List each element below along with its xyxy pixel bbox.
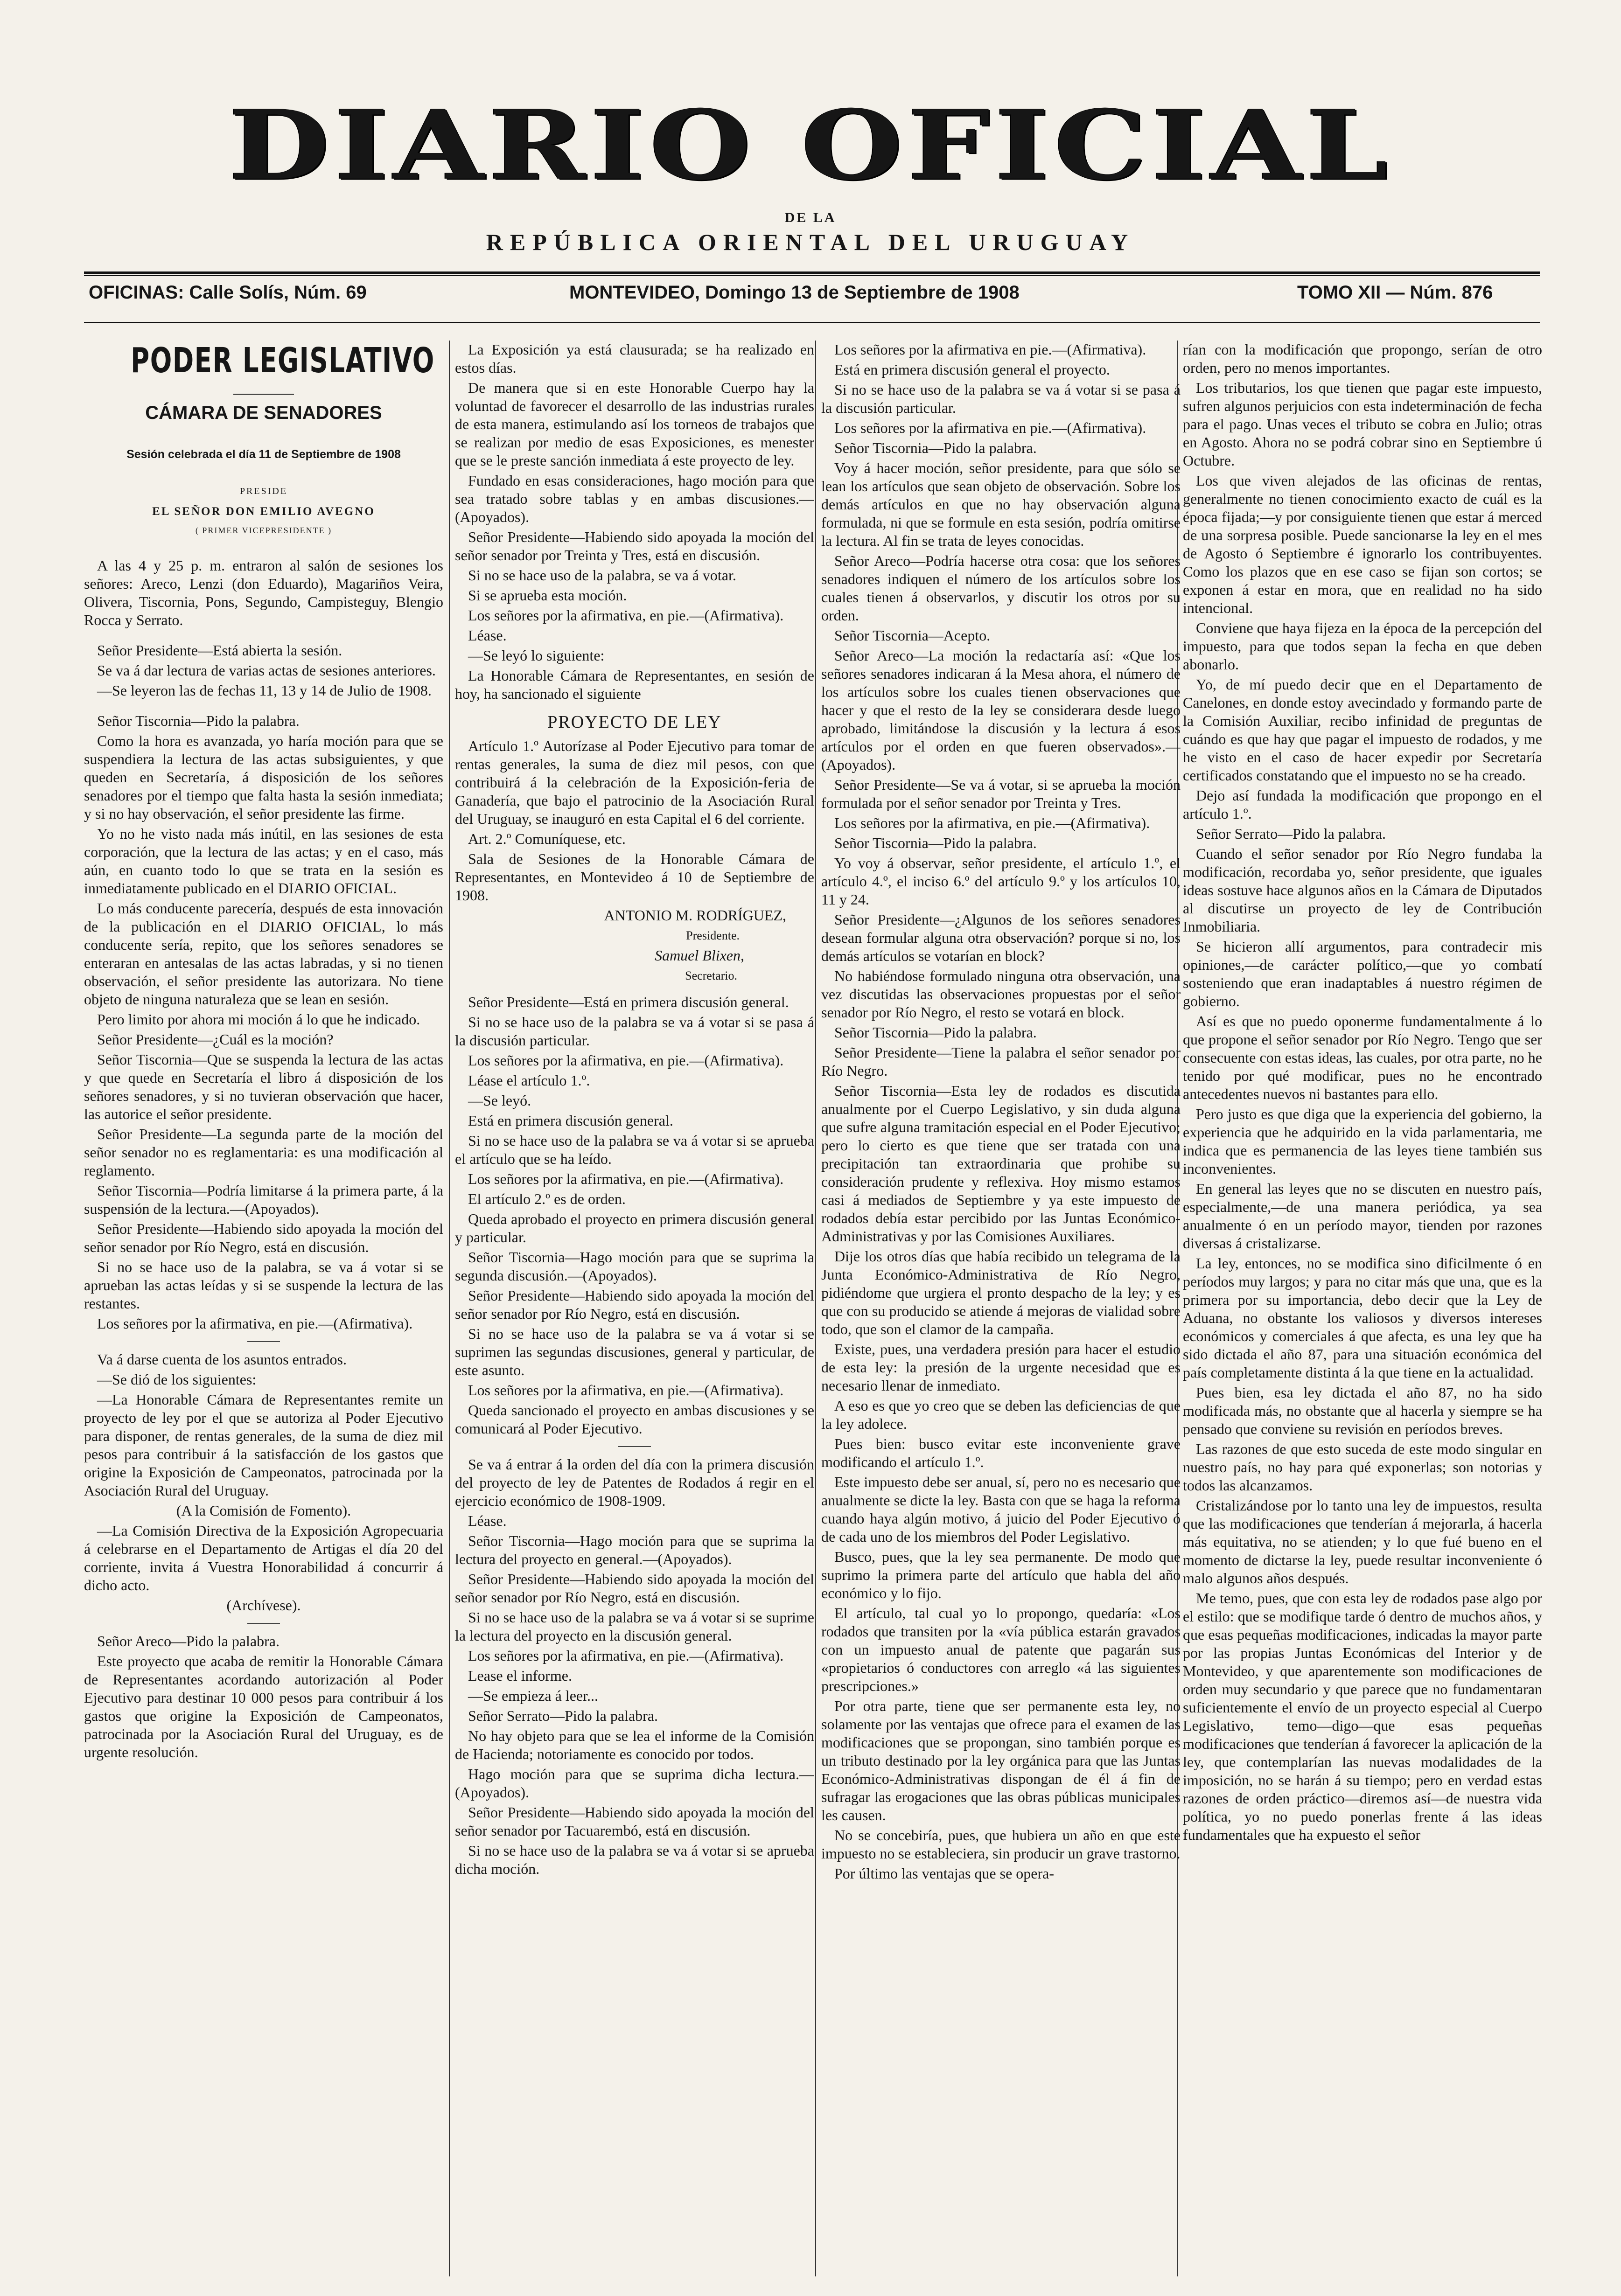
- paragraph: Los señores por la afirmativa, en pie.—(Afirmativa).: [468, 1382, 784, 1398]
- paragraph: Hago moción para que se suprima dicha lectura.—(Apoyados).: [455, 1766, 814, 1801]
- masthead-rule-top: [84, 271, 1540, 274]
- masthead-de-la: DE LA: [784, 210, 837, 225]
- paragraph: A las 4 y 25 p. m. entraron al salón de sesiones los señores: Areco, Lenzi (don Eduardo), Magariños Veira, Olivera, Tiscornia, Pons, Segundo, Campisteguy, Blengio Rocca y Serrato.: [84, 557, 443, 628]
- paragraph: Señor Tiscornia—Esta ley de rodados es discutida anualmente por el Cuerpo Legislativo, y sin duda alguna que sufre alguna tramitación especial en el Poder Ejecutivo; pero lo cierto es que tiene que ser tratada con una precipitación tan extraordinaria que prohibe su consideración prudente y reflexiva. Hoy mismo estamos casi á mediados de Septiembre y ya este impuesto de rodados debía estar percibido por las Juntas Económico-Administrativas y por las Comisiones Auxiliares.: [821, 1082, 1181, 1245]
- paragraph: Pero justo es que diga que la experiencia del gobierno, la experiencia que he adquirido en la vida parlamentaria, me indica que es permanencia de las leyes tiene también sus inconvenientes.: [1183, 1106, 1542, 1177]
- paragraph: Señor Tiscornia—Podría limitarse á la primera parte, á la suspensión de la lectura.—(Apoyados).: [84, 1182, 443, 1217]
- paragraph: El artículo 2.º es de orden.: [468, 1190, 626, 1207]
- paragraph: Por último las ventajas que se opera-: [834, 1865, 1054, 1882]
- paragraph: Señor Presidente—Habiendo sido apoyada la moción del señor senador por Tacuarembó, está en discusión.: [455, 1804, 814, 1839]
- paragraph: Voy á hacer moción, señor presidente, para que sólo se lean los artículos que sean objeto de observación. Sobre los demás artículos en que no hay observación alguna formulada, ni que se formule en esta sesión, podría omitirse la lectura. Al fin se trata de leyes conocidas.: [821, 459, 1181, 549]
- paragraph: Si no se hace uso de la palabra se va á votar si se pasa á la discusión particular.: [455, 1014, 814, 1049]
- paragraph: Señor Tiscornia—Hago moción para que se suprima la segunda discusión.—(Apoyados).: [455, 1249, 814, 1284]
- president-name: EL SEÑOR DON EMILIO AVEGNO: [152, 505, 375, 518]
- paragraph: Si no se hace uso de la palabra, se va á votar.: [468, 567, 736, 584]
- paragraph: rían con la modificación que propongo, serían de otro orden, pero no menos importantes.: [1183, 341, 1542, 376]
- paragraph: Yo no he visto nada más inútil, en las sesiones de esta corporación, que la lectura de las actas; y en el caso, más aún, en cuanto todo lo que se trata en la sesión es inmediatamente publicado en el DIARIO OFICIAL.: [84, 825, 443, 897]
- paragraph: Queda aprobado el proyecto en primera discusión general y particular.: [455, 1211, 814, 1245]
- paragraph: No hay objeto para que se lea el informe de la Comisión de Hacienda; notoriamente es conocido por todos.: [455, 1727, 814, 1762]
- paragraph: Existe, pues, una verdadera presión para hacer el estudio de esta ley: la presión de la urgente necesidad que es necesario llenar de inmediato.: [821, 1341, 1181, 1394]
- paragraph: Los señores por la afirmativa, en pie.—(Afirmativa).: [468, 1647, 784, 1664]
- signature-name: ANTONIO M. RODRÍGUEZ,: [604, 907, 786, 924]
- paragraph: Los señores por la afirmativa en pie.—(Afirmativa).: [834, 341, 1146, 358]
- paragraph: Dije los otros días que había recibido un telegrama de la Junta Económico-Administrativa de Río Negro, pidiéndome que urgiera el pronto despacho de la ley; y es que con su producido se atiende á mejoras de vialidad sobre todo, que son el clamor de la campaña.: [821, 1248, 1181, 1337]
- paragraph: Léase.: [468, 1512, 507, 1529]
- info-bar-rule: [84, 322, 1540, 323]
- paragraph: Lo más conducente parecería, después de esta innovación de la publicación en el DIARIO OFICIAL, lo más conducente sería, repito, que los señores senadores se enteraran en antesalas de las actas labradas, y si no tienen observación, el señor presidente las autorizara. No tiene objeto de ninguna naturaleza que se lean en sesión.: [84, 900, 443, 1008]
- chamber-heading: CÁMARA DE SENADORES: [145, 403, 382, 423]
- newspaper-title: DIARIO OFICIAL: [228, 89, 1393, 202]
- paragraph: Señor Presidente—Tiene la palabra el señor senador por Río Negro.: [821, 1044, 1181, 1079]
- paragraph: Dejo así fundada la modificación que propongo en el artículo 1.º.: [1183, 787, 1542, 822]
- paragraph: Si no se hace uso de la palabra se va á votar si se aprueba el artículo que se ha leído.: [455, 1132, 814, 1167]
- paragraph: Señor Presidente—¿Cuál es la moción?: [97, 1031, 334, 1048]
- volume-number: TOMO XII — Núm. 876: [1297, 282, 1493, 303]
- column-4: [1183, 341, 1542, 2281]
- paragraph: —Se leyeron las de fechas 11, 13 y 14 de Julio de 1908.: [97, 682, 432, 699]
- paragraph: Los señores por la afirmativa, en pie.—(Afirmativa).: [468, 1170, 784, 1187]
- paragraph: A eso es que yo creo que se deben las deficiencias de que la ley adolece.: [821, 1397, 1181, 1432]
- paragraph: Señor Serrato—Pido la palabra.: [1196, 825, 1386, 842]
- paragraph: Pues bien, esa ley dictada el año 87, no ha sido modificada más, no obstante que al hacerla y siempre se ha pensado que conviene su revisión en períodos breves.: [1183, 1384, 1542, 1437]
- paragraph: Va á darse cuenta de los asuntos entrados.: [97, 1351, 347, 1368]
- paragraph: —Se leyó lo siguiente:: [468, 647, 605, 664]
- paragraph: Me temo, pues, que con esta ley de rodados pase algo por el estilo: que se modifique tarde ó dentro de muchos años, y que esas pequeñas modificaciones, indicadas la mayor parte por las propias Juntas Económicas del Interior y de Montevideo, y que aparentemente son modificaciones de orden muy secundario y que parece que no fundamentaran suficientemente el envío de un proyecto especial al Cuerpo Legislativo, temo—digo—que esas pequeñas modificaciones que tenderían á favorecer la aplicación de la ley, que contemplarían las nuevas modalidades de la imposición, no se harán á su tiempo; pero en verdad estas razones de orden práctico—diremos así—de nuestra vida política, yo no puedo ponerlas frente á las ideas fundamentales que ha expuesto el señor: [1183, 1590, 1542, 1843]
- paragraph: Los que viven alejados de las oficinas de rentas, generalmente no tienen conocimiento exacto de cuál es la época fijada;—y por consiguiente tienen que estar á merced de una sorpresa posible. Puede sancionarse la ley en el mes de Agosto ó Septiembre é ignorarlo los contribuyentes. Como los plazos que en ese caso se fijan son cortos; se exponen á estar en mora, que en realidad no ha sido intencional.: [1183, 472, 1542, 616]
- paragraph: No se concebiría, pues, que hubiera un año en que este impuesto no se estableciera, sin producir un grave trastorno.: [821, 1827, 1181, 1862]
- paragraph: Yo voy á observar, señor presidente, el artículo 1.º, el artículo 4.º, el inciso 6.º del artículo 9.º y los artículos 10, 11 y 24.: [821, 855, 1181, 908]
- paragraph: —Se leyó.: [468, 1092, 531, 1109]
- signature-role: Presidente.: [686, 929, 740, 942]
- paragraph: Yo, de mí puedo decir que en el Departamento de Canelones, en donde estoy avecindado y formando parte de la Comisión Auxiliar, recibo infinidad de preguntas de cuándo es que hay que pagar el impuesto de rodados, y me he visto en el caso de hacer expedir por Secretaría certificados constatando que el impuesto no se ha creado.: [1183, 676, 1542, 784]
- preside-label: PRESIDE: [239, 486, 288, 496]
- paragraph: Señor Presidente—Habiendo sido apoyada la moción del señor senador por Río Negro, está en discusión.: [455, 1287, 814, 1322]
- paragraph: Señor Tiscornia—Pido la palabra.: [834, 1024, 1037, 1041]
- paragraph: Se va á dar lectura de varias actas de sesiones anteriores.: [97, 662, 436, 679]
- paragraph: Señor Presidente—Está en primera discusión general.: [468, 994, 789, 1010]
- paragraph: —Se empieza á leer...: [468, 1687, 598, 1704]
- masthead-republica: REPÚBLICA ORIENTAL DEL URUGUAY: [486, 229, 1135, 255]
- paragraph: Señor Presidente—Habiendo sido apoyada la moción del señor senador por Río Negro, está en discusión.: [455, 1571, 814, 1606]
- paragraph: Lease el informe.: [468, 1667, 572, 1684]
- paragraph: Señor Presidente—Está abierta la sesión.: [97, 642, 342, 659]
- paragraph: Los señores por la afirmativa, en pie.—(Afirmativa).: [834, 814, 1150, 831]
- masthead-rule-top-thin: [84, 275, 1540, 276]
- paragraph: La Exposición ya está clausurada; se ha realizado en estos días.: [455, 341, 814, 376]
- paragraph: Los señores por la afirmativa en pie.—(Afirmativa).: [834, 419, 1146, 436]
- paragraph: Señor Areco—Podría hacerse otra cosa: que los señores senadores indiquen el número de los artículos sobre los cuales tienen á observarlos, y discutir los otros por su orden.: [821, 552, 1181, 624]
- paragraph: —La Comisión Directiva de la Exposición Agropecuaria á celebrarse en el Departamento de Artigas el día 20 del corriente, invita á Vuestra Honorabilidad á concurrir á dicho acto.: [84, 1522, 443, 1593]
- paragraph: Sala de Sesiones de la Honorable Cámara de Representantes, en Montevideo á 10 de Septiembre de 1908.: [455, 850, 814, 904]
- paragraph: Por otra parte, tiene que ser permanente esta ley, no solamente por las ventajas que ofrece para el examen de las modificaciones que se propongan, sino también porque es un tributo destinado por la ley orgánica para que las Juntas Económico-Administrativas dispongan de él á fin de sufragar las erogaciones que las obras públicas municipales les causen.: [821, 1698, 1181, 1823]
- paragraph: Los señores por la afirmativa, en pie.—(Afirmativa).: [97, 1315, 413, 1332]
- paragraph: Está en primera discusión general el proyecto.: [834, 361, 1110, 378]
- paragraph: Como la hora es avanzada, yo haría moción para que se suspendiera la lectura de las actas subsiguientes, y que queden en Secretaría, á disposición de los señores senadores por el tiempo que falta hasta la sesión inmediata; y si no hay observación, el señor presidente las firme.: [84, 732, 443, 822]
- bill-heading: PROYECTO DE LEY: [547, 712, 722, 732]
- paragraph: De manera que si en este Honorable Cuerpo hay la voluntad de favorecer el desarrollo de las industrias rurales de esta manera, estimulando así los torneos de trabajos que se realizan por medio de esas Exposiciones, es menester que se le preste sanción inmediata á este proyecto de ley.: [455, 379, 814, 469]
- paragraph: Está en primera discusión general.: [468, 1112, 673, 1129]
- info-bar: [89, 282, 1535, 315]
- separator: [247, 1623, 280, 1624]
- paragraph: Si no se hace uso de la palabra, se va á votar si se aprueban las actas leídas y si se suspende la lectura de las restantes.: [84, 1259, 443, 1312]
- column-2: [455, 341, 814, 2281]
- paragraph: Léase.: [468, 627, 507, 644]
- paragraph: Así es que no puedo oponerme fundamentalmente á lo que propone el señor senador por Río Negro. Tengo que ser consecuente con estas ideas, las cuales, por otra parte, no he tenido por qué modificar, pues no he encontrado antecedentes nuevos ni bastantes para ello.: [1183, 1013, 1542, 1102]
- paragraph: Los señores por la afirmativa, en pie.—(Afirmativa).: [468, 607, 784, 624]
- paragraph: —Se dió de los siguientes:: [97, 1371, 257, 1388]
- separator: [618, 1446, 651, 1447]
- paragraph: Si no se hace uso de la palabra se va á votar si se suprime la lectura del proyecto en la discusión general.: [455, 1609, 814, 1644]
- session-line: Sesión celebrada el día 11 de Septiembre de 1908: [126, 448, 401, 461]
- paragraph: Señor Tiscornia—Pido la palabra.: [97, 712, 300, 729]
- paragraph: Art. 2.º Comuníquese, etc.: [468, 830, 626, 847]
- paragraph: Pues bien: busco evitar este inconveniente grave modificando el artículo 1.º.: [821, 1435, 1181, 1470]
- paragraph: Cristalizándose por lo tanto una ley de impuestos, resulta que las modificaciones que tenderían á mejorarla, á hacerla más equitativa, no se atienden; y lo que fué bueno en el momento de dictarse la ley, puede resultar inconveniente ó malo algunos años después.: [1183, 1497, 1542, 1586]
- paragraph: Si se aprueba esta moción.: [468, 587, 627, 604]
- paragraph: Pero limito por ahora mi moción á lo que he indicado.: [97, 1011, 420, 1028]
- separator: [247, 1341, 280, 1342]
- paragraph: Señor Presidente—La segunda parte de la moción del señor senador no es reglamentaria: es una modificación al reglamento.: [84, 1126, 443, 1179]
- paragraph: La Honorable Cámara de Representantes, en sesión de hoy, ha sancionado el siguiente: [455, 667, 814, 702]
- paragraph: Cuando el señor senador por Río Negro fundaba la modificación, recordaba yo, señor presidente, que iguales ideas sostuve hace algunos años en la Cámara de Diputados al discutirse un proyecto de ley de Contribución Inmobiliaria.: [1183, 845, 1542, 935]
- paragraph: Los señores por la afirmativa, en pie.—(Afirmativa).: [468, 1052, 784, 1069]
- paragraph: Señor Tiscornia—Pido la palabra.: [834, 439, 1037, 456]
- paragraph: Si no se hace uso de la palabra se va á votar si se aprueba dicha moción.: [455, 1842, 814, 1877]
- paragraph: Busco, pues, que la ley sea permanente. De modo que suprimo la primera parte del artículo que habla del año económico y lo fijo.: [821, 1548, 1181, 1601]
- masthead: [0, 89, 1621, 219]
- section-title: PODER LEGISLATIVO: [131, 341, 435, 381]
- paragraph: Los tributarios, los que tienen que pagar este impuesto, sufren algunos perjuicios con esta indeterminación de fecha para el pago. Unas veces el tributo se cobra en Julio; otras en Agosto. Ahora no se podrá cobrar sino en Septiembre ú Octubre.: [1183, 379, 1542, 469]
- paragraph: Conviene que haya fijeza en la época de la percepción del impuesto, para que todos sepan la fecha en que deben abonarlo.: [1183, 619, 1542, 673]
- paragraph: El artículo, tal cual yo lo propongo, quedaría: «Los rodados que transiten por la «vía pública estarán gravados con un impuesto anual de patente que pagarán sus «propietarios ó conductores con arreglo «á las siguientes prescripciones.»: [821, 1605, 1181, 1694]
- section-rule: [233, 394, 294, 395]
- paragraph: Si no se hace uso de la palabra se va á votar si se suprimen las segundas discusiones, general y particular, de este asunto.: [455, 1325, 814, 1378]
- column-divider: [815, 341, 816, 2276]
- paragraph: (Archívese).: [226, 1597, 301, 1614]
- paragraph: Queda sancionado el proyecto en ambas discusiones y se comunicará al Poder Ejecutivo.: [455, 1402, 814, 1437]
- paragraph: No habiéndose formulado ninguna otra observación, una vez discutidas las observaciones propuestas por el señor senador por Río Negro, el resto se votará en block.: [821, 967, 1181, 1021]
- paragraph: Señor Tiscornia—Pido la palabra.: [834, 835, 1037, 851]
- paragraph: Las razones de que esto suceda de este modo singular en nuestro país, no hay para qué exponerlas; son notorias y todos las alcanzamos.: [1183, 1440, 1542, 1494]
- paragraph: Señor Tiscornia—Hago moción para que se suprima la lectura del proyecto en general.—(Apoyados).: [455, 1532, 814, 1567]
- paragraph: Este impuesto debe ser anual, sí, pero no es necesario que anualmente se dicte la ley. Basta con que se haga la reforma cuando haya algún motivo, á juicio del Poder Ejecutivo ó de cada uno de los miembros del Poder Legislativo.: [821, 1474, 1181, 1545]
- president-role: ( PRIMER VICEPRESIDENTE ): [195, 526, 332, 535]
- signature-name: Samuel Blixen,: [655, 947, 744, 964]
- column-3: [821, 341, 1181, 2281]
- paragraph: Fundado en esas consideraciones, hago moción para que sea tratado sobre tablas y en ambas discusiones.—(Apoyados).: [455, 472, 814, 525]
- paragraph: Señor Tiscornia—Acepto.: [834, 627, 991, 644]
- paragraph: Señor Presidente—¿Algunos de los señores senadores desean formular alguna otra observación? porque si no, los demás artículos se votarían en block?: [821, 911, 1181, 964]
- paragraph: En general las leyes que no se discuten en nuestro país, especialmente,—de una manera periódica, ya sea anualmente ó en un período mayor, tienden por razones diversas á cristalizarse.: [1183, 1180, 1542, 1252]
- paragraph: Léase el artículo 1.º.: [468, 1072, 590, 1089]
- paragraph: Señor Areco—La moción la redactaría así: «Que los señores senadores indicaran á la Mesa ahora, el número de los artículos sobre los cuales tienen observaciones que hacer y que el resto de la ley se considerara desde luego aprobado, limitándose la discusión y la lectura á esos artículos por el orden en que fueren observados».—(Apoyados).: [821, 647, 1181, 773]
- paragraph: La ley, entonces, no se modifica sino dificilmente ó en períodos muy largos; y para no citar más que una, que es la primera por su importancia, debo decir que la Ley de Aduana, no obstante los valiosos y diversos intereses económicos y comerciales á que afecta, es una ley que ha sido dictada el año 87, para una situación económica del país completamente distinta á la que tiene en la actualidad.: [1183, 1255, 1542, 1381]
- paragraph: Si no se hace uso de la palabra se va á votar si se pasa á la discusión particular.: [821, 381, 1181, 416]
- dateline: MONTEVIDEO, Domingo 13 de Septiembre de 1908: [569, 282, 1020, 303]
- offices-address: OFICINAS: Calle Solís, Núm. 69: [89, 282, 367, 303]
- paragraph: Señor Presidente—Se va á votar, si se aprueba la moción formulada por el señor senador por Treinta y Tres.: [821, 776, 1181, 811]
- signature-role: Secretario.: [685, 969, 737, 982]
- paragraph: Se hicieron allí argumentos, para contradecir mis opiniones,—de carácter político,—que yo combatí sosteniendo que eran inadaptables á nuestro régimen de gobierno.: [1183, 938, 1542, 1009]
- paragraph: Señor Tiscornia—Que se suspenda la lectura de las actas y que quede en Secretaría el libro á disposición de los señores senadores, y si no tuvieran observación que hacer, las autorice el señor presidente.: [84, 1051, 443, 1122]
- paragraph: (A la Comisión de Fomento).: [176, 1502, 351, 1519]
- column-1: [84, 341, 443, 2281]
- paragraph: Señor Areco—Pido la palabra.: [97, 1633, 279, 1649]
- column-divider: [449, 341, 450, 2276]
- paragraph: Este proyecto que acaba de remitir la Honorable Cámara de Representantes acordando autorización al Poder Ejecutivo para destinar 10 000 pesos para contribuir á los gastos que origine la Exposición de Campeonatos, patrocinada por la Asociación Rural del Uruguay, es de urgente resolución.: [84, 1653, 443, 1760]
- paragraph: Se va á entrar á la orden del día con la primera discusión del proyecto de ley de Patentes de Rodados á regir en el ejercicio económico de 1908-1909.: [455, 1456, 814, 1509]
- paragraph: —La Honorable Cámara de Representantes remite un proyecto de ley por el que se autoriza al Poder Ejecutivo para disponer, de rentas generales, de la suma de diez mil pesos para contribuir á la satisfacción de los gastos que origine la Exposición de Campeonatos, patrocinada por la Asociación Rural del Uruguay.: [84, 1391, 443, 1499]
- paragraph: Señor Presidente—Habiendo sido apoyada la moción del señor senador por Río Negro, está en discusión.: [84, 1220, 443, 1255]
- paragraph: Señor Serrato—Pido la palabra.: [468, 1707, 658, 1724]
- paragraph: Artículo 1.º Autorízase al Poder Ejecutivo para tomar de rentas generales, la suma de diez mil pesos, con que contribuirá á la celebración de la Exposición-feria de Ganadería, que bajo el patrocinio de la Asociación Rural del Uruguay, se inauguró en esta Capital el 6 del corriente.: [455, 738, 814, 827]
- paragraph: Señor Presidente—Habiendo sido apoyada la moción del señor senador por Treinta y Tres, está en discusión.: [455, 529, 814, 564]
